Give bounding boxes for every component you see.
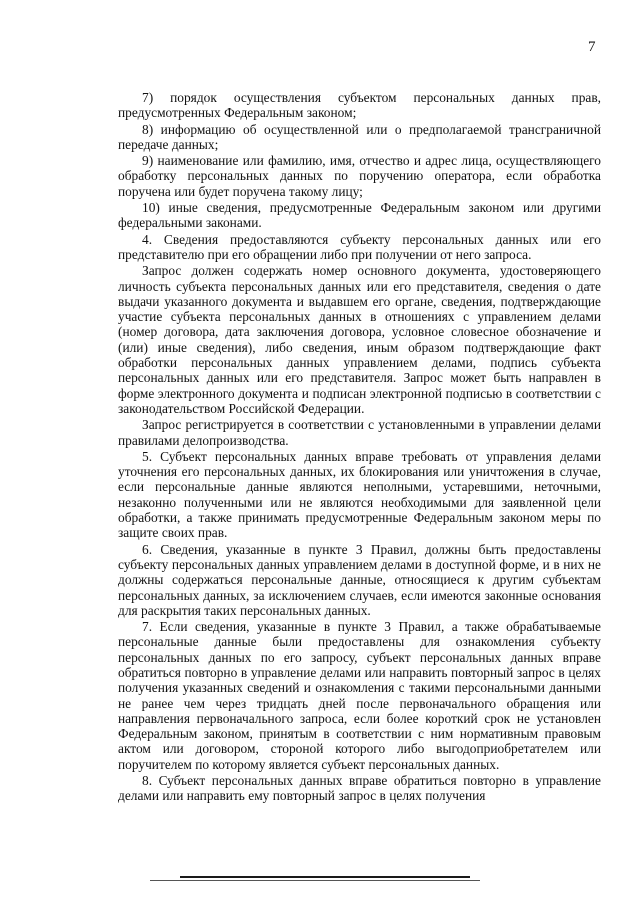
page-number: 7 bbox=[588, 39, 596, 55]
document-body bbox=[118, 90, 601, 805]
paragraph-clause-8: 8. Субъект персональных данных вправе обратиться повторно в управление делами или направить ему повторный запрос в целях получения bbox=[118, 773, 601, 804]
paragraph-clause-7: 7. Если сведения, указанные в пункте 3 Правил, а также обрабатываемые персональные данные были предоставлены для ознакомления субъекту персональных данных по его запросу, субъект персональных данных вправе обратиться повторно в управление делами или направить повторный запрос в целях получения указанных сведений и ознакомления с такими персональными данными не ранее чем через тридцать дней после первоначального обращения или направления первоначального запроса, если более короткий срок не установлен Федеральным законом, принятым в соответствии с ним нормативным правовым актом или договором, стороной которого либо выгодоприобретателем или поручителем по которому является субъект персональных данных. bbox=[118, 619, 601, 772]
paragraph-clause-6: 6. Сведения, указанные в пункте 3 Правил, должны быть предоставлены субъекту персональных данных управлением делами в доступной форме, и в них не должны содержаться персональные данные, относящиеся к другим субъектам персональных данных, за исключением случаев, если имеются законные основания для раскрытия таких персональных данных. bbox=[118, 541, 601, 618]
paragraph-clause-4: 4. Сведения предоставляются субъекту персональных данных или его представителю при его обращении либо при получении от него запроса. bbox=[118, 231, 601, 262]
paragraph-item-9: 9) наименование или фамилию, имя, отчество и адрес лица, осуществляющего обработку персональных данных по поручению оператора, если обработка поручена или будет поручена такому лицу; bbox=[118, 153, 601, 199]
paragraph-item-7: 7) порядок осуществления субъектом персональных данных прав, предусмотренных Федеральным законом; bbox=[118, 90, 601, 121]
paragraph-request-content: Запрос должен содержать номер основного документа, удостоверяющего личность субъекта персональных данных или его представителя, сведения о дате выдачи указанного документа и выдавшем его органе, сведения, подтверждающие участие субъекта персональных данных в отношениях с управлением делами (номер договора, дата заключения договора, условное словесное обозначение и (или) иные сведения), либо сведения, иным образом подтверждающие факт обработки персональных данных управлением делами, подпись субъекта персональных данных или его представителя. Запрос может быть направлен в форме электронного документа и подписан электронной подписью в соответствии с законодательством Российской Федерации. bbox=[118, 263, 601, 416]
paragraph-item-10: 10) иные сведения, предусмотренные Федеральным законом или другими федеральными законами. bbox=[118, 200, 601, 231]
paragraph-clause-5: 5. Субъект персональных данных вправе требовать от управления делами уточнения его персональных данных, их блокирования или уничтожения в случае, если персональные данные являются неполными, устаревшими, неточными, незаконно полученными или не являются необходимыми для заявленной цели обработки, а также принимать предусмотренные Федеральным законом меры по защите своих прав. bbox=[118, 448, 601, 541]
footer-rule-thin bbox=[150, 880, 480, 881]
footer-rule bbox=[180, 876, 470, 878]
paragraph-request-registration: Запрос регистрируется в соответствии с установленными в управлении делами правилами делопроизводства. bbox=[118, 417, 601, 448]
paragraph-item-8: 8) информацию об осуществленной или о предполагаемой трансграничной передаче данных; bbox=[118, 121, 601, 152]
